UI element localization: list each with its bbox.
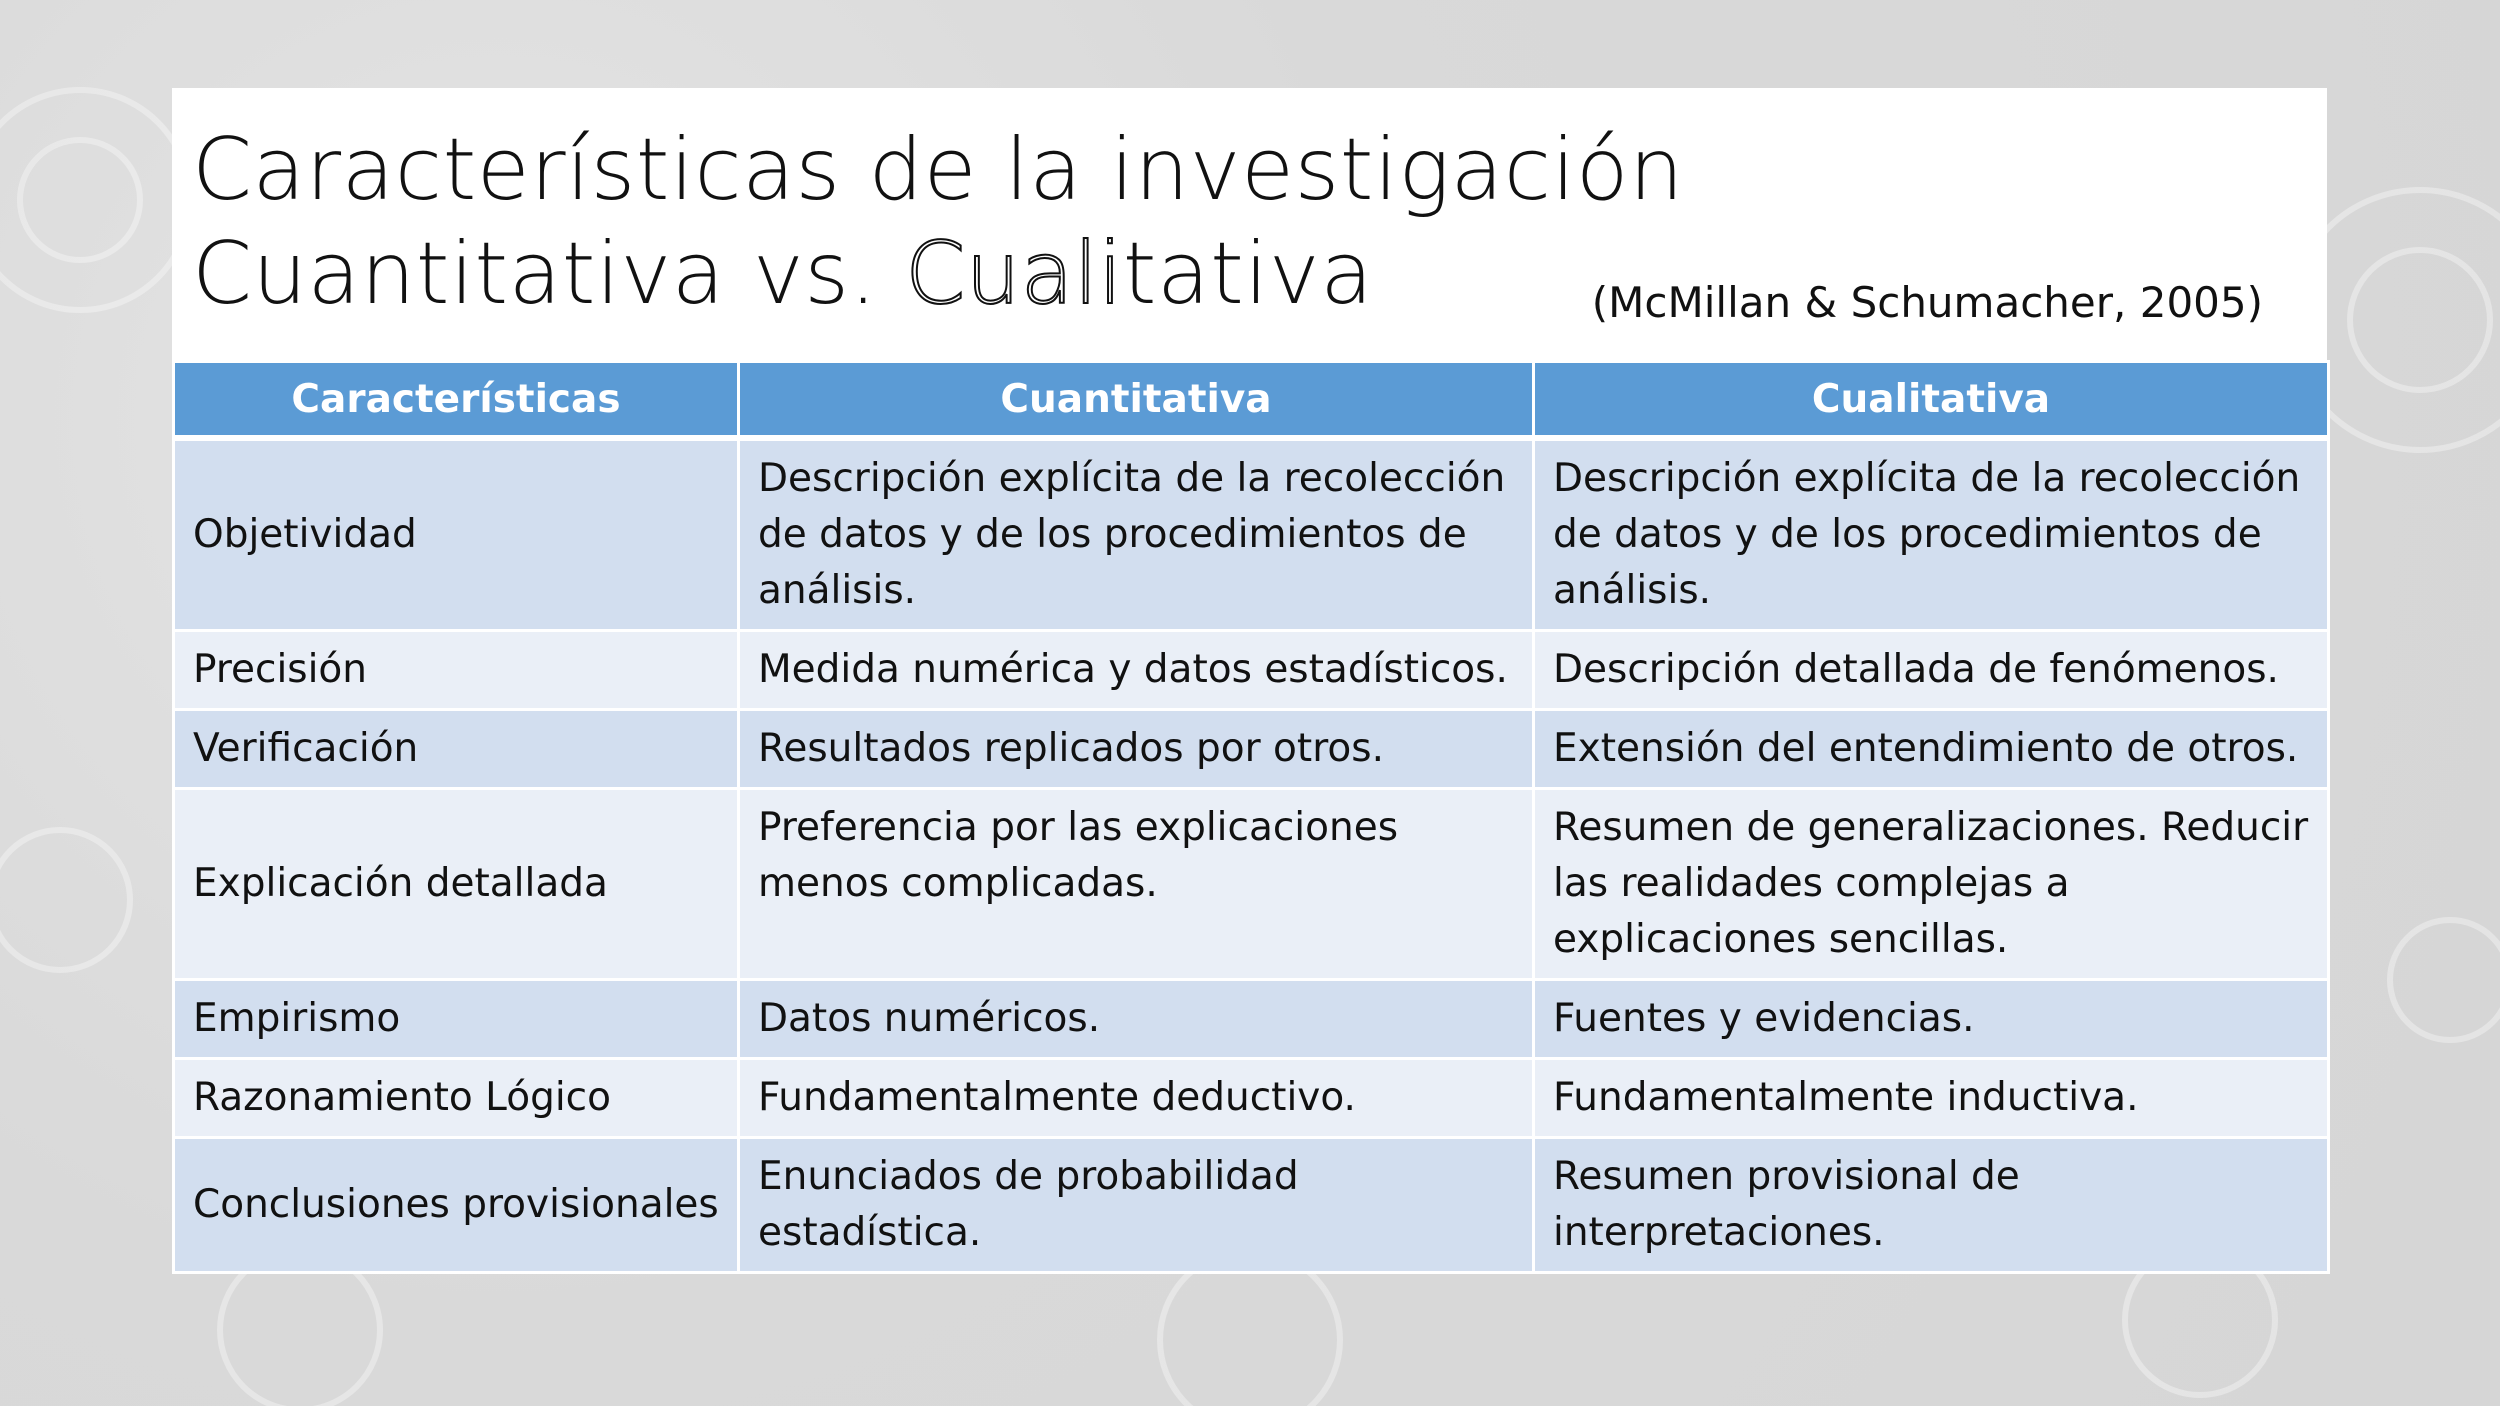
cell-caracteristica: Empirismo <box>174 980 739 1059</box>
cell-cuantitativa: Descripción explícita de la recolección de datos y de los procedimientos de análisis. <box>739 438 1534 631</box>
cell-cualitativa: Descripción explícita de la recolección de datos y de los procedimientos de análisis. <box>1534 438 2329 631</box>
cell-caracteristica: Precisión <box>174 631 739 710</box>
cell-caracteristica: Conclusiones provisionales <box>174 1138 739 1273</box>
cell-cuantitativa: Preferencia por las explicaciones menos complicadas. <box>739 789 1534 980</box>
table-row <box>174 1059 2329 1138</box>
table-header-row <box>174 362 2329 439</box>
cell-cualitativa: Resumen provisional de interpretaciones. <box>1534 1138 2329 1273</box>
cell-cualitativa: Extensión del entendimiento de otros. <box>1534 710 2329 789</box>
comparison-table <box>172 360 2330 1274</box>
slide-title <box>192 118 1684 326</box>
cell-cuantitativa: Enunciados de probabilidad estadística. <box>739 1138 1534 1273</box>
cell-cuantitativa: Fundamentalmente deductivo. <box>739 1059 1534 1138</box>
cell-cuantitativa: Medida numérica y datos estadísticos. <box>739 631 1534 710</box>
cell-cualitativa: Descripción detallada de fenómenos. <box>1534 631 2329 710</box>
citation: (McMillan & Schumacher, 2005) <box>1591 278 2263 327</box>
table-row <box>174 438 2329 631</box>
cell-caracteristica: Razonamiento Lógico <box>174 1059 739 1138</box>
cell-cualitativa: Fuentes y evidencias. <box>1534 980 2329 1059</box>
header-cuantitativa: Cuantitativa <box>739 362 1534 439</box>
table-row <box>174 710 2329 789</box>
cell-caracteristica: Explicación detallada <box>174 789 739 980</box>
title-line-2-prefix: Cuantitativa vs. <box>192 224 906 324</box>
table-row <box>174 631 2329 710</box>
title-line-2 <box>192 222 1684 326</box>
cell-cualitativa: Resumen de generalizaciones. Reducir las realidades complejas a explicaciones sencillas. <box>1534 789 2329 980</box>
header-caracteristicas: Características <box>174 362 739 439</box>
table-row <box>174 980 2329 1059</box>
cell-cualitativa: Fundamentalmente inductiva. <box>1534 1059 2329 1138</box>
table-row <box>174 789 2329 980</box>
title-line-2-outline: Cuali <box>905 224 1123 324</box>
table-row <box>174 1138 2329 1273</box>
cell-cuantitativa: Datos numéricos. <box>739 980 1534 1059</box>
title-line-1: Características de la investigación <box>192 120 1685 220</box>
cell-cuantitativa: Resultados replicados por otros. <box>739 710 1534 789</box>
header-cualitativa: Cualitativa <box>1534 362 2329 439</box>
cell-caracteristica: Verificación <box>174 710 739 789</box>
slide <box>172 88 2327 1255</box>
title-line-2-suffix: tativa <box>1122 224 1374 324</box>
cell-caracteristica: Objetividad <box>174 438 739 631</box>
